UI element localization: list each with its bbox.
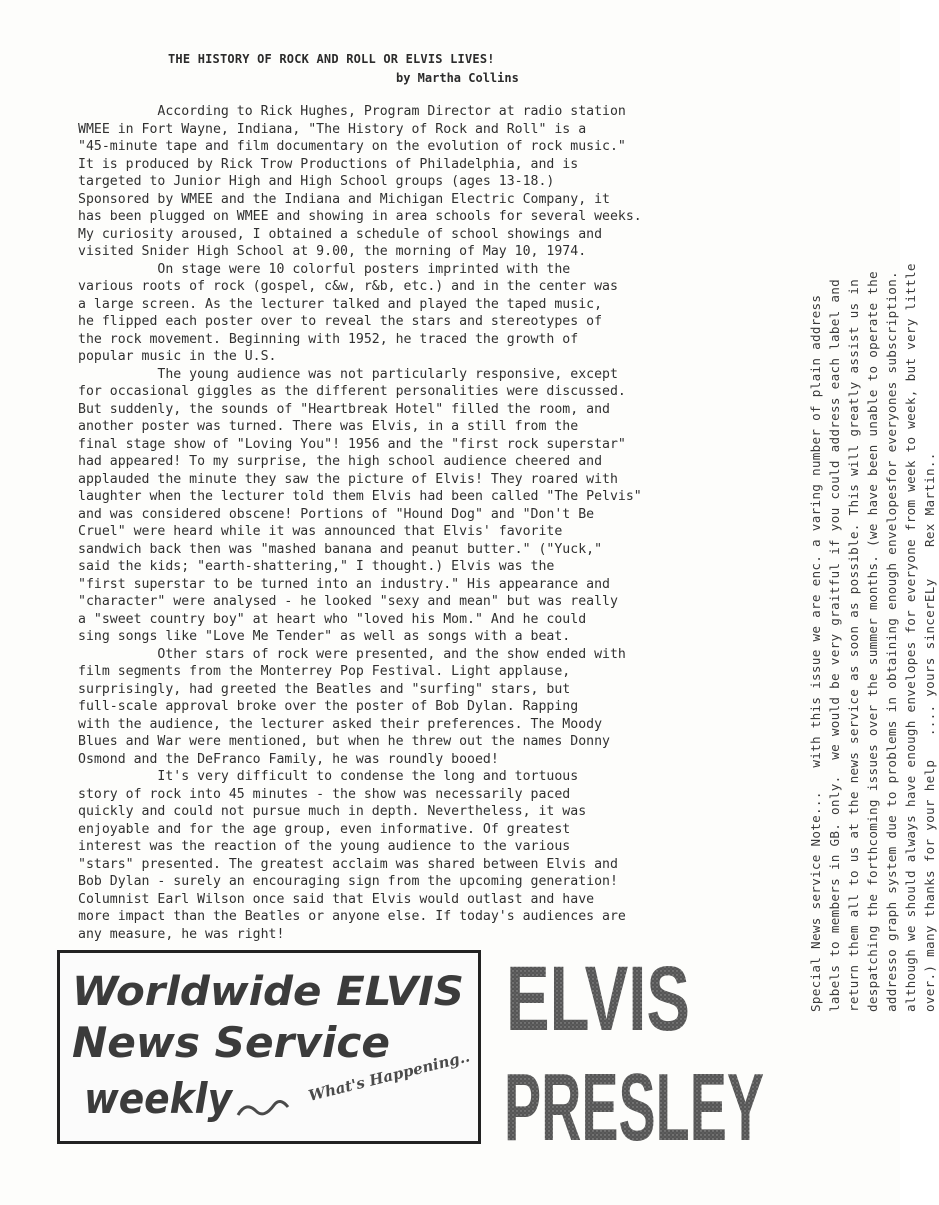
elvis-presley-logo — [500, 948, 770, 1161]
article-line: any measure, he was right! — [78, 926, 285, 942]
article-line: the rock movement. Beginning with 1952, he traced the growth of — [78, 331, 579, 347]
article-line: quickly and could not pursue much in depth. Nevertheless, it was — [78, 804, 587, 819]
article-line: film segments from the Monterrey Pop Festival. Light applause, — [78, 664, 571, 679]
article-line: "character" were analysed - he looked "sexy and mean" but was really — [78, 594, 618, 609]
article-line: But suddenly, the sounds of "Heartbreak Hotel" filled the room, and — [78, 401, 610, 417]
article-line: Bob Dylan - surely an encouraging sign from the upcoming generation! — [78, 874, 618, 889]
logo-line-3: weekly — [84, 1074, 234, 1123]
logo-line-2: News Service — [72, 1018, 390, 1067]
article-line: sandwich back then was "mashed banana and peanut butter." ("Yuck," — [78, 541, 603, 557]
article-byline: by Martha Collins — [396, 71, 519, 85]
article-line: visited Snider High School at 9.00, the morning of May 10, 1974. — [78, 244, 587, 259]
article-line: had appeared! To my surprise, the high school audience cheered and — [78, 454, 603, 469]
scribble-mark — [238, 1101, 288, 1115]
article-line: Osmond and the DeFranco Family, he was roundly booed! — [78, 751, 499, 767]
logo-word-elvis: ELVIS — [506, 948, 690, 1050]
article-line: Blues and War were mentioned, but when he threw out the names Donny — [78, 734, 610, 749]
article-line: "45-minute tape and film documentary on the evolution of rock music." — [78, 139, 626, 154]
article-line: On stage were 10 colorful posters imprinted with the — [78, 261, 571, 277]
elvis-presley-logo-graphic — [500, 948, 770, 1161]
article-line: popular music in the U.S. — [78, 349, 277, 364]
side-note-line: return them all to us at the news service as soon as possible. This will greatly assist us in — [846, 278, 861, 1012]
article-line: for occasional giggles as the different personalities were discussed. — [78, 384, 626, 399]
article-line: According to Rick Hughes, Program Director at radio station — [78, 104, 626, 119]
article-line: another poster was turned. There was Elvis, in a still from the — [78, 419, 579, 434]
article-line: "stars" presented. The greatest acclaim was shared between Elvis and — [78, 856, 618, 872]
article-line: applauded the minute they saw the picture of Elvis! They roared with — [78, 471, 618, 487]
logo-tagline: What's Happening.. — [306, 1047, 472, 1105]
article-title: THE HISTORY OF ROCK AND ROLL OR ELVIS LIVES! — [168, 52, 495, 66]
article-line: final stage show of "Loving You"! 1956 and the "first rock superstar" — [78, 436, 626, 452]
article-line: WMEE in Fort Wayne, Indiana, "The History of Rock and Roll" is a — [78, 121, 587, 137]
article-line: surprisingly, had greeted the Beatles and "surfing" stars, but — [78, 681, 571, 697]
side-note-line: over.) many thanks for your help .... yours sincerELy Rex Martin.. — [922, 452, 937, 1012]
article-line: targeted to Junior High and High School groups (ages 13-18.) — [78, 174, 555, 189]
side-note-line: Special News service Note... with this issue we are enc. a varing number of plain address — [808, 294, 823, 1012]
article-line: Cruel" were heard while it was announced that Elvis' favorite — [78, 524, 563, 539]
side-note-line: labels to members in GB. only. we would be very graitful if you could address each label and — [827, 278, 842, 1012]
article-line: said the kids; "earth-shattering," I thought.) Elvis was the — [78, 559, 555, 574]
article-line: has been plugged on WMEE and showing in area schools for several weeks. — [78, 209, 642, 224]
article-line: laughter when the lecturer told them Elvis had been called "The Pelvis" — [78, 489, 642, 504]
article-line: various roots of rock (gospel, c&w, r&b, etc.) and in the center was — [78, 279, 618, 294]
article-line: enjoyable and for the age group, even informative. Of greatest — [78, 821, 571, 837]
side-note-line: despatching the forthcoming issues over the summer months. (we have been unable to operate the — [865, 271, 880, 1012]
article-line: story of rock into 45 minutes - the show was necessarily paced — [78, 786, 571, 802]
side-note-line: although we should always have enough envelopes for everyone from week to week, but very little — [903, 263, 918, 1012]
article-line: Sponsored by WMEE and the Indiana and Michigan Electric Company, it — [78, 191, 610, 207]
article-line: a "sweet country boy" at heart who "loved his Mom." And he could — [78, 611, 587, 627]
article-line: It is produced by Rick Trow Productions of Philadelphia, and is — [78, 156, 579, 172]
article-line: and was considered obscene! Portions of "Hound Dog" and "Don't Be — [78, 506, 595, 522]
logo-line-1: Worldwide ELVIS — [72, 969, 465, 1015]
article-line: The young audience was not particularly responsive, except — [78, 366, 618, 382]
article-line: interest was the reaction of the young audience to the various — [78, 839, 571, 854]
news-service-logo-graphic — [60, 953, 478, 1141]
article-line: Other stars of rock were presented, and the show ended with — [78, 646, 626, 662]
worldwide-elvis-news-service-logo — [57, 950, 481, 1144]
article-line: more impact than the Beatles or anyone else. If today's audiences are — [78, 909, 626, 924]
article-line: he flipped each poster over to reveal the stars and stereotypes of — [78, 314, 603, 329]
side-note — [806, 212, 937, 1012]
article-line: My curiosity aroused, I obtained a schedule of school showings and — [78, 226, 603, 242]
article-line: with the audience, the lecturer asked their preferences. The Moody — [78, 716, 603, 732]
article-line: It's very difficult to condense the long and tortuous — [78, 769, 579, 784]
article-line: Columnist Earl Wilson once said that Elvis would outlast and have — [78, 891, 595, 907]
article-line: "first superstar to be turned into an industry." His appearance and — [78, 576, 610, 592]
logo-word-presley: PRESLEY — [504, 1054, 764, 1161]
side-note-line: addresso graph system due to problems in obtaining enough envelopesfor everyones subscription. — [884, 271, 899, 1012]
article-line: sing songs like "Love Me Tender" as well as songs with a beat. — [78, 629, 571, 644]
article-line: full-scale approval broke over the poster of Bob Dylan. Rapping — [78, 699, 579, 714]
article-line: a large screen. As the lecturer talked and played the taped music, — [78, 296, 603, 312]
